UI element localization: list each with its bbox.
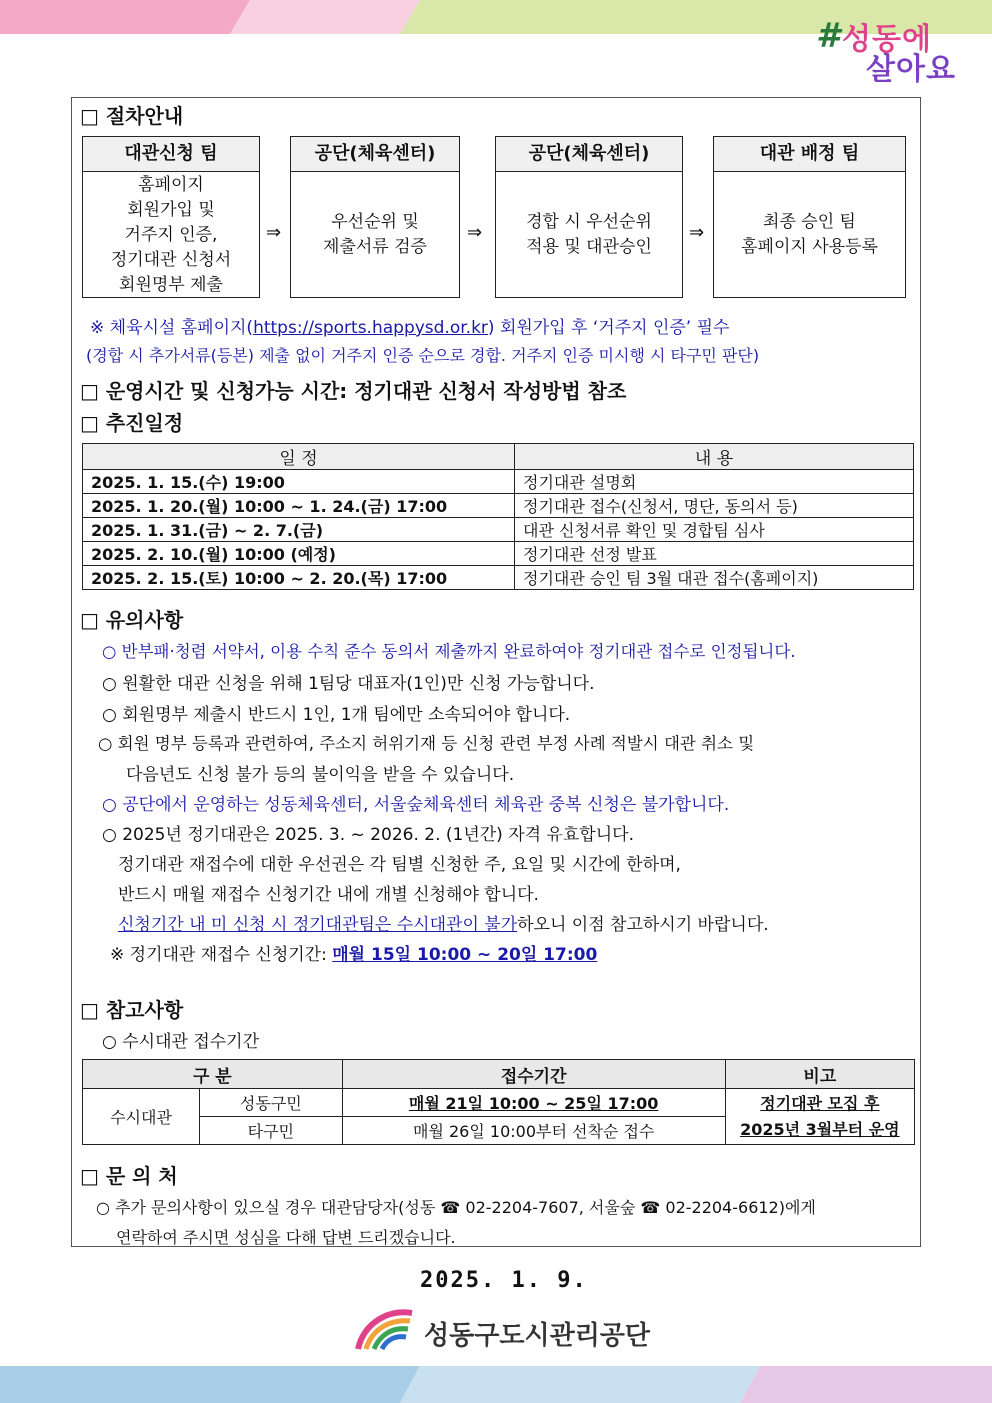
schedule-content: 정기대관 접수(신청서, 명단, 동의서 등) bbox=[515, 494, 914, 518]
step-header: 대관신청 팀 bbox=[83, 137, 259, 172]
note-emphasis: 신청기간 내 미 신청 시 정기대관팀은 수시대관이 불가 bbox=[118, 915, 518, 935]
table-row bbox=[83, 542, 914, 566]
schedule-content: 정기대관 설명회 bbox=[515, 470, 914, 494]
brand-hash: # bbox=[816, 16, 840, 56]
note-emphasis: 매월 15일 10:00 ~ 20일 17:00 bbox=[332, 945, 598, 965]
schedule-date: 2025. 1. 20.(월) 10:00 ~ 1. 24.(금) 17:00 bbox=[83, 494, 515, 518]
note-text: 하오니 이점 참고하시기 바랍니다. bbox=[517, 915, 769, 935]
schedule-content: 정기대관 승인 팀 3월 대관 접수(홈페이지) bbox=[515, 566, 914, 590]
note-item: ○ 회원명부 제출시 반드시 1인, 1개 팀에만 소속되어야 합니다. bbox=[102, 705, 571, 725]
step-line: 경합 시 우선순위 bbox=[526, 212, 652, 232]
rental-period: 매월 21일 10:00 ~ 25일 17:00 bbox=[408, 1094, 659, 1113]
table-row bbox=[83, 494, 914, 518]
step-line: 적용 및 대관승인 bbox=[526, 237, 652, 257]
bottom-decoration-band bbox=[0, 1366, 992, 1403]
rental-who: 타구민 bbox=[200, 1117, 343, 1145]
org-name: 성동구도시관리공단 bbox=[424, 1321, 651, 1351]
homepage-link[interactable]: https://sports.happysd.or.kr bbox=[253, 318, 488, 338]
org-logo bbox=[354, 1305, 651, 1355]
note-item bbox=[118, 910, 769, 935]
step-line: 홈페이지 사용등록 bbox=[741, 237, 878, 257]
note-item: ○ 반부패·청렴 서약서, 이용 수칙 준수 동의서 제출까지 완료하여야 정기대관 접수로 인정됩니다. bbox=[102, 642, 796, 661]
step-line: 우선순위 및 bbox=[331, 212, 419, 232]
table-row bbox=[83, 518, 914, 542]
note-item: ○ 공단에서 운영하는 성동체육센터, 서울숲체육센터 체육관 중복 신청은 불가합니다. bbox=[102, 795, 730, 815]
step-box-2 bbox=[290, 136, 460, 298]
note-text: ※ 체육시설 홈페이지( bbox=[90, 318, 254, 338]
step-line: 최종 승인 팀 bbox=[763, 212, 856, 232]
note-item: ○ 원활한 대관 신청을 위해 1팀당 대표자(1인)만 신청 가능합니다. bbox=[102, 674, 595, 694]
homepage-note bbox=[90, 313, 729, 338]
table-row bbox=[83, 470, 914, 494]
schedule-date: 2025. 2. 10.(월) 10:00 (예정) bbox=[83, 542, 515, 566]
schedule-table bbox=[82, 443, 914, 590]
step-box-3 bbox=[495, 136, 683, 298]
brand-line1: 성동에 bbox=[842, 22, 932, 57]
hours-title: □ 운영시간 및 신청가능 시간: 정기대관 신청서 작성방법 참조 bbox=[80, 379, 627, 403]
note-item bbox=[110, 940, 597, 965]
contact-line: ○ 추가 문의사항이 있으실 경우 대관담당자(성동 ☎ 02-2204-7607, 서울숲 ☎ 02-2204-6612)에게 bbox=[96, 1198, 816, 1217]
table-row bbox=[83, 1089, 915, 1117]
arrow-icon: ⇒ bbox=[266, 222, 282, 243]
step-line: 홈페이지 bbox=[138, 174, 204, 195]
remark-line: 2025년 3월부터 운영 bbox=[740, 1119, 900, 1139]
step-line: 회원명부 제출 bbox=[119, 274, 223, 295]
note-text: ※ 정기대관 재접수 신청기간: bbox=[110, 945, 333, 965]
note-item: ○ 회원 명부 등록과 관련하여, 주소지 허위기재 등 신청 관련 부정 사례 적발시 대관 취소 및 bbox=[98, 734, 755, 753]
note-text: ) 회원가입 후 ‘거주지 인증’ 필수 bbox=[487, 318, 730, 338]
rental-period: 매월 26일 10:00부터 선착순 접수 bbox=[342, 1117, 725, 1145]
step-header: 대관 배정 팀 bbox=[714, 137, 905, 172]
schedule-header-date: 일 정 bbox=[83, 444, 515, 470]
notes-title: □ 유의사항 bbox=[80, 608, 184, 632]
arrow-icon: ⇒ bbox=[467, 222, 483, 243]
schedule-title: □ 추진일정 bbox=[80, 411, 184, 435]
note-item: ○ 2025년 정기대관은 2025. 3. ~ 2026. 2. (1년간) 자격 유효합니다. bbox=[102, 825, 634, 845]
rental-header-period: 접수기간 bbox=[342, 1060, 725, 1089]
schedule-date: 2025. 2. 15.(토) 10:00 ~ 2. 20.(목) 17:00 bbox=[83, 566, 515, 590]
rental-who: 성동구민 bbox=[200, 1089, 343, 1117]
step-line: 정기대관 신청서 bbox=[110, 249, 232, 270]
schedule-content: 대관 신청서류 확인 및 경합팀 심사 bbox=[515, 518, 914, 542]
brand-line2: 살아요 bbox=[866, 52, 956, 87]
reference-title: □ 참고사항 bbox=[80, 998, 184, 1022]
rental-table bbox=[82, 1059, 915, 1145]
schedule-header-content: 내 용 bbox=[515, 444, 914, 470]
step-header: 공단(체육센터) bbox=[291, 137, 459, 172]
schedule-date: 2025. 1. 31.(금) ~ 2. 7.(금) bbox=[83, 518, 515, 542]
contact-title: □ 문 의 처 bbox=[80, 1164, 178, 1188]
note-item: 정기대관 재접수에 대한 우선권은 각 팀별 신청한 주, 요일 및 시간에 한하며, bbox=[118, 855, 681, 875]
procedure-title: □ 절차안내 bbox=[80, 104, 184, 128]
step-header: 공단(체육센터) bbox=[496, 137, 682, 172]
rental-header-category: 구 분 bbox=[83, 1060, 343, 1089]
note-item: 반드시 매월 재접수 신청기간 내에 개별 신청해야 합니다. bbox=[118, 885, 539, 905]
table-row bbox=[83, 566, 914, 590]
step-box-4 bbox=[713, 136, 906, 298]
remark-line: 정기대관 모집 후 bbox=[760, 1093, 880, 1113]
step-line: 회원가입 및 bbox=[127, 199, 215, 220]
arrow-icon: ⇒ bbox=[689, 222, 705, 243]
rental-remark bbox=[725, 1089, 914, 1145]
rental-category: 수시대관 bbox=[83, 1089, 200, 1145]
document-date: 2025. 1. 9. bbox=[420, 1268, 588, 1293]
contact-line: 연락하여 주시면 성심을 다해 답변 드리겠습니다. bbox=[116, 1228, 456, 1247]
reference-sub: ○ 수시대관 접수기간 bbox=[102, 1032, 260, 1052]
step-box-1 bbox=[82, 136, 260, 298]
brand-slogan-logo bbox=[808, 14, 988, 87]
step-line: 제출서류 검증 bbox=[323, 237, 427, 257]
rental-header-remark: 비고 bbox=[725, 1060, 914, 1089]
rainbow-logo-icon bbox=[354, 1305, 418, 1353]
schedule-date: 2025. 1. 15.(수) 19:00 bbox=[83, 470, 515, 494]
residence-note: (경합 시 추가서류(등본) 제출 없이 거주지 인증 순으로 경합. 거주지 인증 미시행 시 타구민 판단) bbox=[86, 346, 760, 365]
note-item: 다음년도 신청 불가 등의 불이익을 받을 수 있습니다. bbox=[126, 765, 515, 785]
step-line: 거주지 인증, bbox=[124, 224, 218, 245]
schedule-content: 정기대관 선정 발표 bbox=[515, 542, 914, 566]
